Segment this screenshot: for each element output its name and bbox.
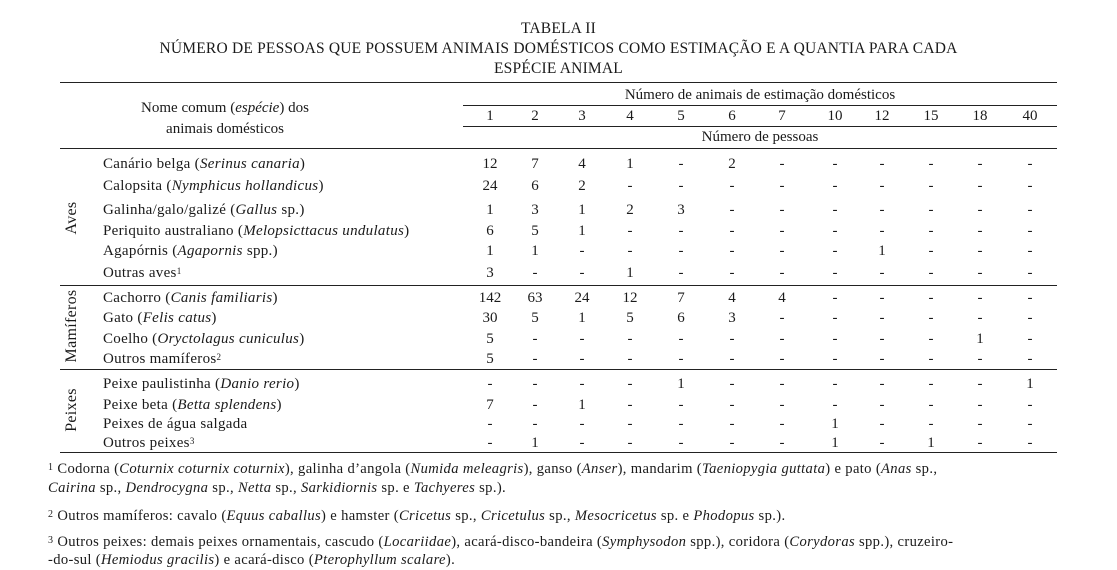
- cell-count: -: [977, 265, 983, 281]
- cell-count: -: [977, 310, 983, 326]
- name-column-header: Nome comum (espécie) dos animais domésticos: [141, 100, 309, 137]
- table-title-line-1: NÚMERO DE PESSOAS QUE POSSUEM ANIMAIS DOMÉSTICOS COMO ESTIMAÇÃO E A QUANTIA PARA CADA: [159, 40, 958, 57]
- cell-count: -: [532, 376, 538, 392]
- cell-count: -: [678, 331, 684, 347]
- footnote-marker: 3: [48, 535, 54, 546]
- cell-count: -: [532, 397, 538, 413]
- cell-count: -: [928, 290, 934, 306]
- cell-count: -: [1027, 397, 1033, 413]
- cell-count: -: [1027, 202, 1033, 218]
- cell-count: 5: [531, 310, 539, 326]
- cell-count: -: [928, 351, 934, 367]
- cell-count: -: [1027, 243, 1033, 259]
- cell-count: -: [879, 310, 885, 326]
- cell-count: -: [928, 202, 934, 218]
- cell-count: -: [928, 265, 934, 281]
- cell-count: -: [832, 351, 838, 367]
- cell-count: 1: [578, 223, 586, 239]
- cell-count: -: [487, 435, 493, 451]
- cell-count: -: [1027, 435, 1033, 451]
- cell-count: -: [678, 265, 684, 281]
- cell-count: -: [579, 416, 585, 432]
- cell-count: -: [579, 331, 585, 347]
- cell-count: 1: [1026, 376, 1034, 392]
- cell-count: -: [627, 397, 633, 413]
- cell-count: -: [779, 397, 785, 413]
- species-name: Canário belga (Serinus canaria): [103, 156, 306, 172]
- cell-count: -: [928, 310, 934, 326]
- cell-count: -: [1027, 331, 1033, 347]
- cell-count: -: [579, 351, 585, 367]
- species-name: Coelho (Oryctolagus cuniculus): [103, 331, 305, 347]
- cell-count: -: [532, 416, 538, 432]
- cell-count: 1: [486, 243, 494, 259]
- cell-count: -: [879, 178, 885, 194]
- group-divider-mamiferos: [60, 369, 1057, 370]
- cell-count: 1: [831, 416, 839, 432]
- cell-count: -: [779, 223, 785, 239]
- cell-count: -: [977, 416, 983, 432]
- column-header-2: 2: [531, 108, 539, 124]
- cell-count: -: [977, 397, 983, 413]
- cell-count: 2: [728, 156, 736, 172]
- cell-count: -: [627, 351, 633, 367]
- cell-count: -: [832, 156, 838, 172]
- cell-count: -: [977, 178, 983, 194]
- cell-count: -: [928, 243, 934, 259]
- cell-count: 24: [482, 178, 498, 194]
- cell-count: -: [779, 351, 785, 367]
- species-name: Peixe paulistinha (Danio rerio): [103, 376, 300, 392]
- species-name: Agapórnis (Agapornis spp.): [103, 243, 278, 259]
- cell-count: -: [678, 416, 684, 432]
- cell-count: -: [1027, 223, 1033, 239]
- cell-count: -: [832, 178, 838, 194]
- cell-count: -: [879, 202, 885, 218]
- footnote-3-continuation: -do-sul (Hemiodus gracilis) e acará-disco (Pterophyllum scalare).: [48, 552, 456, 568]
- cell-count: -: [532, 351, 538, 367]
- cell-count: -: [627, 223, 633, 239]
- cell-count: -: [879, 156, 885, 172]
- cell-count: -: [627, 178, 633, 194]
- column-header-3: 3: [578, 108, 586, 124]
- cell-count: 7: [677, 290, 685, 306]
- species-name: Gato (Felis catus): [103, 310, 217, 326]
- cell-count: 3: [531, 202, 539, 218]
- cell-count: 1: [531, 435, 539, 451]
- cell-count: -: [729, 265, 735, 281]
- cell-count: -: [879, 265, 885, 281]
- cell-count: -: [832, 331, 838, 347]
- cell-count: -: [977, 243, 983, 259]
- cell-count: 1: [578, 310, 586, 326]
- cell-count: -: [729, 351, 735, 367]
- cell-count: -: [729, 331, 735, 347]
- column-header-18: 18: [972, 108, 988, 124]
- header-columns-rule: [463, 126, 1057, 127]
- column-header-4: 4: [626, 108, 634, 124]
- cell-count: -: [678, 351, 684, 367]
- cell-count: 12: [482, 156, 498, 172]
- cell-count: 3: [677, 202, 685, 218]
- cell-count: -: [879, 416, 885, 432]
- cell-count: -: [579, 265, 585, 281]
- footnote-marker: 1: [176, 266, 182, 276]
- header-span-rule: [463, 105, 1057, 106]
- cell-count: 5: [486, 351, 494, 367]
- cell-count: -: [729, 243, 735, 259]
- cell-count: -: [678, 178, 684, 194]
- cell-count: -: [779, 156, 785, 172]
- species-name: Peixes de água salgada: [103, 416, 248, 432]
- cell-count: 63: [527, 290, 543, 306]
- cell-count: -: [832, 265, 838, 281]
- header-bottom-rule: [60, 148, 1057, 149]
- cell-count: 1: [677, 376, 685, 392]
- cell-count: -: [1027, 265, 1033, 281]
- species-name: Peixe beta (Betta splendens): [103, 397, 282, 413]
- cell-count: -: [832, 397, 838, 413]
- cell-count: -: [879, 397, 885, 413]
- cell-count: 1: [927, 435, 935, 451]
- cell-count: -: [832, 243, 838, 259]
- cell-count: -: [627, 243, 633, 259]
- span-header-animal-count: Número de animais de estimação domésticos: [624, 87, 896, 103]
- cell-count: -: [928, 397, 934, 413]
- cell-count: -: [779, 178, 785, 194]
- cell-count: -: [1027, 156, 1033, 172]
- cell-count: 6: [531, 178, 539, 194]
- cell-count: -: [678, 223, 684, 239]
- cell-count: -: [977, 290, 983, 306]
- cell-count: 6: [677, 310, 685, 326]
- cell-count: 24: [574, 290, 590, 306]
- cell-count: -: [678, 435, 684, 451]
- cell-count: -: [779, 376, 785, 392]
- cell-count: -: [879, 351, 885, 367]
- footnote-1: $^1$ Codorna (Coturnix coturnix coturnix), galinha d’angola (Numida meleagris), ganso (Anser), mandarim (Taeniopygia guttata) e pato (Anas sp.,: [48, 461, 938, 477]
- cell-count: -: [977, 223, 983, 239]
- column-header-5: 5: [677, 108, 685, 124]
- cell-count: 12: [622, 290, 638, 306]
- cell-count: 1: [578, 202, 586, 218]
- cell-count: -: [532, 331, 538, 347]
- cell-count: -: [678, 156, 684, 172]
- cell-count: 142: [478, 290, 502, 306]
- cell-count: -: [779, 310, 785, 326]
- cell-count: -: [928, 156, 934, 172]
- cell-count: 1: [976, 331, 984, 347]
- cell-count: 1: [878, 243, 886, 259]
- table-label: TABELA II: [520, 20, 597, 37]
- cell-count: -: [879, 376, 885, 392]
- cell-count: 4: [728, 290, 736, 306]
- cell-count: -: [779, 265, 785, 281]
- top-rule: [60, 82, 1057, 83]
- cell-count: 1: [531, 243, 539, 259]
- cell-count: -: [779, 243, 785, 259]
- cell-count: -: [832, 310, 838, 326]
- cell-count: -: [487, 376, 493, 392]
- cell-count: 1: [626, 156, 634, 172]
- group-divider-aves: [60, 285, 1057, 286]
- cell-count: -: [879, 223, 885, 239]
- cell-count: -: [832, 290, 838, 306]
- cell-count: -: [977, 351, 983, 367]
- cell-count: 1: [626, 265, 634, 281]
- table-bottom-rule: [60, 452, 1057, 453]
- column-header-7: 7: [778, 108, 786, 124]
- species-name: Outros mamíferos$^2$: [103, 351, 222, 367]
- species-name: Periquito australiano (Melopsicttacus undulatus): [103, 223, 410, 239]
- cell-count: -: [627, 376, 633, 392]
- cell-count: -: [928, 331, 934, 347]
- cell-count: -: [1027, 290, 1033, 306]
- column-header-12: 12: [874, 108, 890, 124]
- column-header-10: 10: [827, 108, 843, 124]
- cell-count: 30: [482, 310, 498, 326]
- group-label-mamíferos: Mamíferos: [63, 289, 80, 363]
- cell-count: -: [627, 435, 633, 451]
- cell-count: 7: [486, 397, 494, 413]
- span-header-people-count: Número de pessoas: [701, 129, 819, 145]
- group-label-aves: Aves: [63, 201, 80, 235]
- cell-count: -: [579, 376, 585, 392]
- cell-count: -: [977, 435, 983, 451]
- cell-count: 3: [728, 310, 736, 326]
- group-label-peixes: Peixes: [63, 388, 80, 432]
- footnote-marker: 2: [48, 509, 54, 520]
- cell-count: -: [879, 435, 885, 451]
- cell-count: -: [977, 202, 983, 218]
- column-header-15: 15: [923, 108, 939, 124]
- cell-count: 7: [531, 156, 539, 172]
- cell-count: 1: [831, 435, 839, 451]
- cell-count: -: [729, 397, 735, 413]
- cell-count: -: [879, 331, 885, 347]
- cell-count: -: [928, 223, 934, 239]
- cell-count: -: [928, 416, 934, 432]
- cell-count: -: [1027, 351, 1033, 367]
- cell-count: 5: [486, 331, 494, 347]
- footnote-3: $^3$ Outros peixes: demais peixes ornamentais, cascudo (Locariidae), acará-disco-bandeira (Symphysodon spp.), coridora (Corydoras spp.), cruzeiro-: [48, 534, 954, 550]
- cell-count: -: [977, 156, 983, 172]
- footnote-marker: 2: [216, 352, 222, 362]
- cell-count: -: [579, 435, 585, 451]
- species-name: Galinha/galo/galizé (Gallus sp.): [103, 202, 305, 218]
- cell-count: -: [832, 376, 838, 392]
- footnote-marker: 3: [189, 436, 195, 446]
- cell-count: -: [729, 416, 735, 432]
- cell-count: 5: [531, 223, 539, 239]
- species-name: Cachorro (Canis familiaris): [103, 290, 278, 306]
- cell-count: -: [729, 223, 735, 239]
- cell-count: 6: [486, 223, 494, 239]
- cell-count: -: [779, 435, 785, 451]
- cell-count: 4: [578, 156, 586, 172]
- cell-count: -: [977, 376, 983, 392]
- cell-count: 5: [626, 310, 634, 326]
- cell-count: -: [928, 178, 934, 194]
- species-name: Outras aves$^1$: [103, 265, 182, 281]
- cell-count: 2: [626, 202, 634, 218]
- footnote-1-continuation: Cairina sp., Dendrocygna sp., Netta sp., Sarkidiornis sp. e Tachyeres sp.).: [48, 480, 507, 496]
- cell-count: -: [832, 223, 838, 239]
- cell-count: 3: [486, 265, 494, 281]
- cell-count: -: [779, 416, 785, 432]
- cell-count: -: [928, 376, 934, 392]
- cell-count: -: [729, 376, 735, 392]
- cell-count: -: [879, 290, 885, 306]
- cell-count: -: [1027, 310, 1033, 326]
- cell-count: -: [779, 202, 785, 218]
- cell-count: 1: [578, 397, 586, 413]
- species-name: Outros peixes$^3$: [103, 435, 195, 451]
- cell-count: -: [779, 331, 785, 347]
- cell-count: -: [678, 243, 684, 259]
- cell-count: -: [832, 202, 838, 218]
- column-header-6: 6: [728, 108, 736, 124]
- cell-count: -: [487, 416, 493, 432]
- cell-count: -: [729, 178, 735, 194]
- cell-count: -: [579, 243, 585, 259]
- cell-count: -: [1027, 178, 1033, 194]
- footnote-marker: 1: [48, 462, 54, 473]
- cell-count: -: [729, 435, 735, 451]
- cell-count: -: [627, 331, 633, 347]
- species-name: Calopsita (Nymphicus hollandicus): [103, 178, 324, 194]
- cell-count: -: [627, 416, 633, 432]
- cell-count: 2: [578, 178, 586, 194]
- cell-count: 1: [486, 202, 494, 218]
- cell-count: -: [532, 265, 538, 281]
- table-title-line-2: ESPÉCIE ANIMAL: [494, 60, 623, 77]
- column-header-1: 1: [486, 108, 494, 124]
- cell-count: 4: [778, 290, 786, 306]
- cell-count: -: [1027, 416, 1033, 432]
- cell-count: -: [678, 397, 684, 413]
- column-header-40: 40: [1022, 108, 1038, 124]
- footnote-2: $^2$ Outros mamíferos: cavalo (Equus caballus) e hamster (Cricetus sp., Cricetulus sp., Mesocricetus sp. e Phodopus sp.).: [48, 508, 786, 524]
- cell-count: -: [729, 202, 735, 218]
